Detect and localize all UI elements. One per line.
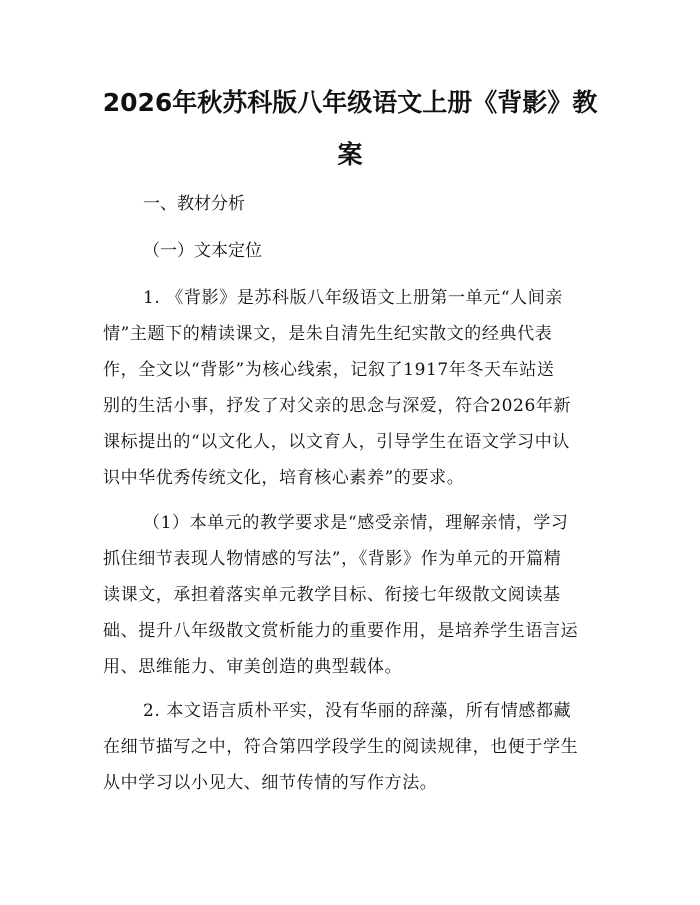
- paragraph-3: [103, 693, 603, 801]
- paragraph-2: [103, 505, 603, 685]
- section-heading-textbook-analysis: 一、教材分析: [143, 194, 245, 214]
- paragraph-line: 1. 《背影》是苏科版八年级语文上册第一单元“人间亲: [143, 288, 563, 308]
- paragraph-line: 从中学习以小见大、细节传情的写作方法。: [103, 773, 438, 793]
- paragraph-line: 课标提出的“以文化人，以文育人，引导学生在语文学习中认: [103, 432, 570, 452]
- paragraph-line: 2. 本文语言质朴平实，没有华丽的辞藻，所有情感都藏: [143, 701, 572, 721]
- paragraph-line: 在细节描写之中，符合第四学段学生的阅读规律，也便于学生: [103, 737, 579, 757]
- paragraph-line: 别的生活小事，抒发了对父亲的思念与深爱，符合2026年新: [103, 396, 572, 416]
- paragraph-line: 作，全文以“背影”为核心线索，记叙了1917年冬天车站送: [103, 360, 555, 380]
- document-title-line-1: 2026年秋苏科版八年级语文上册《背影》教: [102, 88, 598, 117]
- paragraph-line: （1）本单元的教学要求是“感受亲情，理解亲情，学习: [143, 513, 569, 533]
- paragraph-line: 识中华优秀传统文化，培育核心素养”的要求。: [103, 468, 465, 488]
- document-title-line-2: 案: [337, 140, 363, 169]
- paragraph-line: 情”主题下的精读课文，是朱自清先生纪实散文的经典代表: [103, 324, 553, 344]
- paragraph-1: [103, 280, 603, 496]
- paragraph-line: 读课文，承担着落实单元教学目标、衔接七年级散文阅读基: [103, 585, 561, 605]
- paragraph-line: 础、提升八年级散文赏析能力的重要作用，是培养学生语言运: [103, 621, 579, 641]
- subsection-heading-text-positioning: （一）文本定位: [143, 241, 262, 261]
- paragraph-line: 用、思维能力、审美创造的典型载体。: [103, 657, 403, 677]
- paragraph-line: 抓住细节表现人物情感的写法”，《背影》作为单元的开篇精: [103, 549, 562, 569]
